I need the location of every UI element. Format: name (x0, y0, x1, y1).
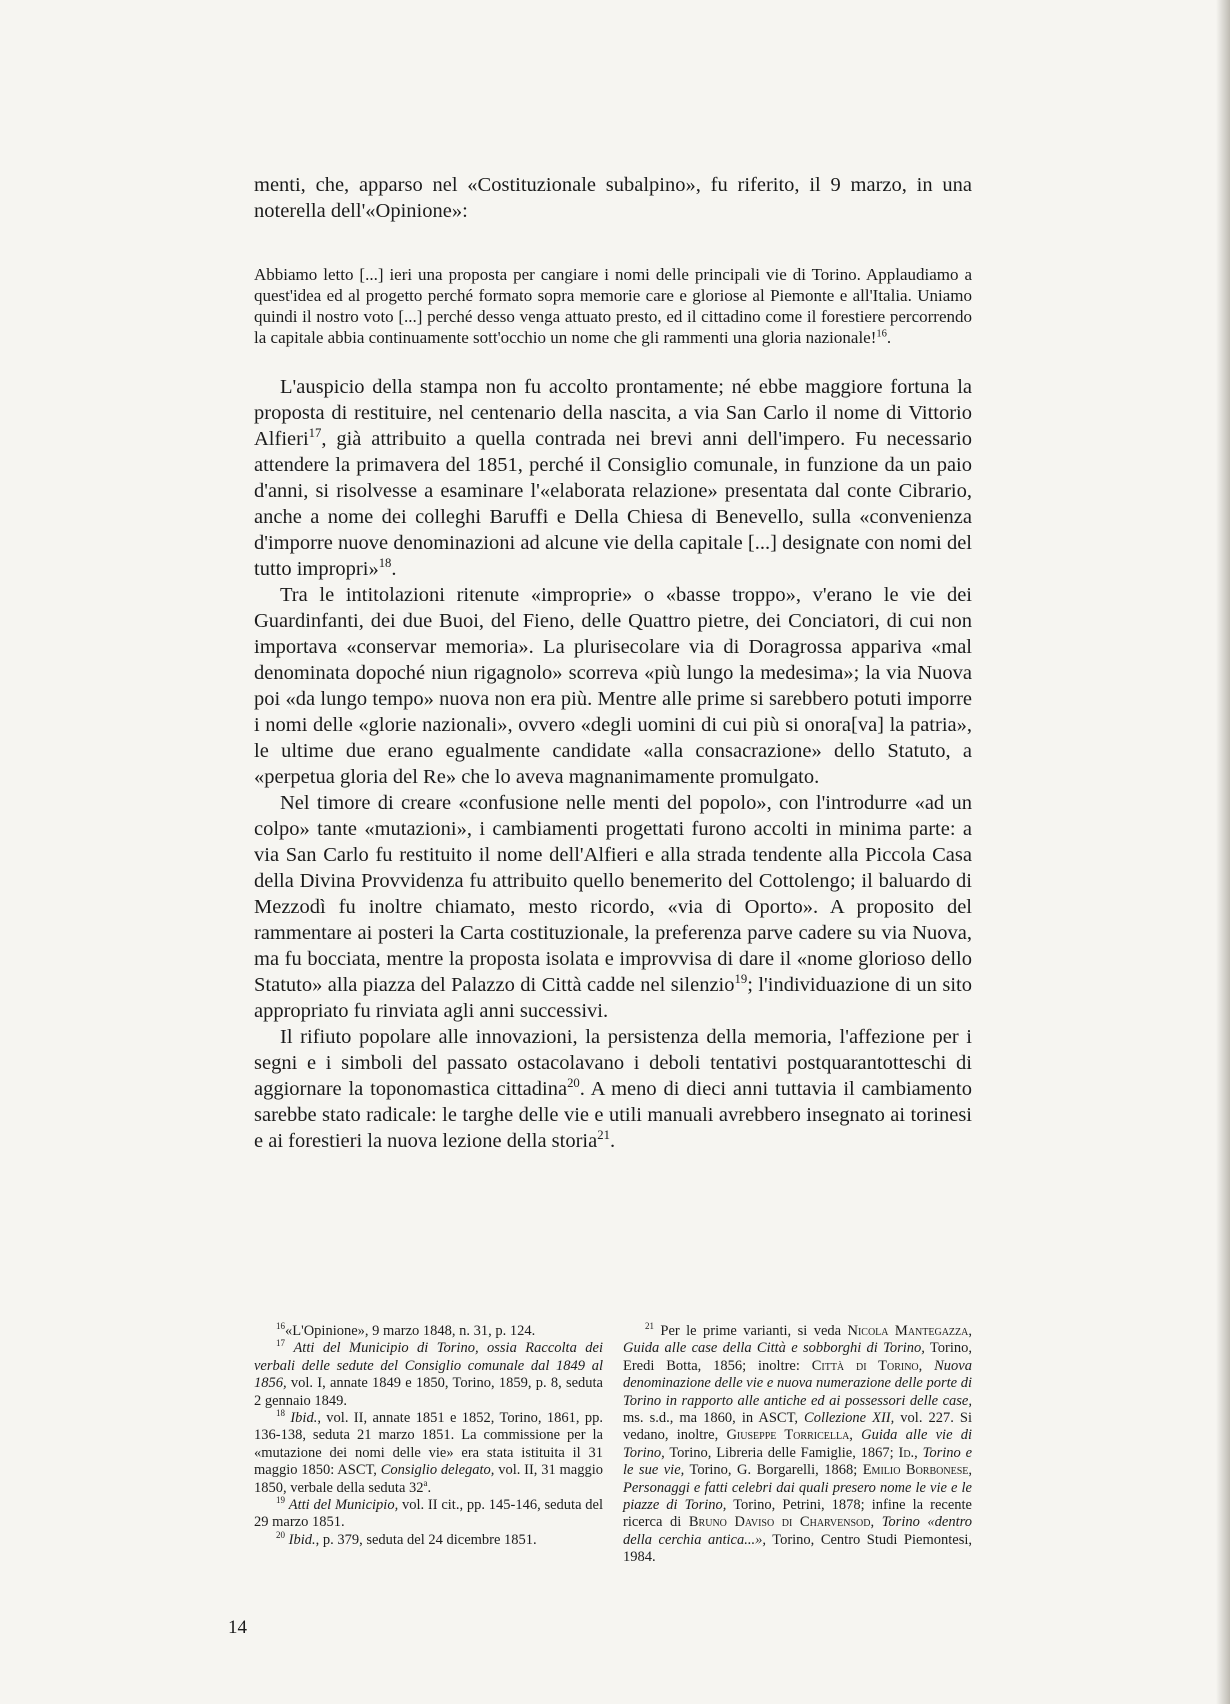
quote-end: . (886, 328, 892, 347)
footnote-author: Emilio Borbonese, (862, 1462, 972, 1479)
footnote-text: Torino, Eredi Botta, 1856; inoltre: (623, 1340, 972, 1374)
footnote-number: 16 (276, 1321, 285, 1332)
footnote-ref-19[interactable]: 19 (734, 972, 748, 987)
footnotes-right-column (623, 1323, 972, 1567)
paragraph-rifiuto (254, 1024, 972, 1154)
footnote-title: Nuova denominazione delle vie e nuova numerazione delle porte di Torino in rapporto alle antiche ed ai possessori delle case, (623, 1357, 972, 1409)
footnotes-left-column (254, 1323, 603, 1567)
paragraph-timore-b: ; l'individuazione di un sito appropriato fu rinviata agli anni successivi. (254, 974, 972, 1022)
paragraph-timore-a: Nel timore di creare «confusione nelle menti del popolo», con l'introdurre «ad un colpo» tante «mutazioni», i cambiamenti progettati furono accolti in minima parte: a via San Carlo fu restituito il nome dell'Alfieri e alla strada tendente alla Piccola Casa della Divina Provvidenza fu attribuito quello benemerito del Cottolengo; il baluardo di Mezzodì fu inoltre chiamato, mesto ricordo, «via di Oporto». A proposito del rammentare ai posteri la Carta costituzionale, la preferenza parve cadere su via Nuova, ma fu bocciata, mentre la proposta isolata e improvvisa di dare il «nome glorioso dello Statuto» alla piazza del Palazzo di Città cadde nel silenzio (254, 792, 972, 996)
footnote-ibid: Ibid. (290, 1410, 318, 1427)
footnote-ref-20[interactable]: 20 (567, 1076, 580, 1091)
footnote-ref-16[interactable]: 16 (876, 328, 887, 340)
footnote-21 (623, 1323, 972, 1567)
footnote-ibid: Ibid. (288, 1531, 316, 1548)
paragraph-auspicio-c: . (391, 558, 397, 580)
footnote-text: Torino, G. Borgarelli, 1868; (684, 1462, 863, 1479)
footnote-text: , vol. II, annate 1851 e 1852, Torino, 1861, pp. 136-138, seduta 21 marzo 1851. La commissione per la «mutazione dei nomi delle vie» era stata istituita il 31 maggio 1850: ASCT, (254, 1410, 604, 1479)
footnote-author: Id., (898, 1444, 918, 1461)
quote-text: Abbiamo letto [...] ieri una proposta per cangiare i nomi delle principali vie di Torino. Applaudiamo a quest'idea ed al progetto perché formato sopra memorie care e gloriose al Piemonte e all'Italia. Uniamo quindi il nostro voto [...] perché desso venga attuato presto, ed il cittadino come il forestiere percorrendo la capitale abbia continuamente sott'occhio un nome che gli rammenti una gloria nazionale! (254, 265, 972, 347)
page-number: 14 (228, 1617, 247, 1638)
footnote-text: . (427, 1479, 432, 1496)
footnote-text: Per le prime varianti, si veda (660, 1323, 848, 1339)
paragraph-rifiuto-a: Il rifiuto popolare alle innovazioni, la persistenza della memoria, l'affezione per i segni e i simboli del passato ostacolavano i deboli tentativi postquarantotteschi di aggiornare la toponomastica cittadina (254, 1026, 972, 1100)
paragraph-auspicio (254, 374, 972, 582)
footnote-author: Nicola Mantegazza, (847, 1323, 972, 1339)
footnote-number: 19 (276, 1495, 285, 1506)
paragraph-rifiuto-b: . A meno di dieci anni tuttavia il cambiamento sarebbe stato radicale: le targhe delle vie e utili manuali avrebbero insegnato ai torinesi e ai forestieri la nuova lezione della storia (254, 1078, 973, 1152)
paragraph-auspicio-a: L'auspicio della stampa non fu accolto prontamente; né ebbe maggiore fortuna la proposta di restituire, nel centenario della nascita, a via San Carlo il nome di Vittorio Alfieri (254, 376, 972, 450)
footnote-title: Guida alle vie di Torino, (623, 1427, 973, 1461)
footnote-number: 20 (276, 1530, 285, 1541)
footnotes (254, 1323, 972, 1567)
footnote-text: vol. I, annate 1849 e 1850, Torino, 1859, p. 8, seduta 2 gennaio 1849. (254, 1375, 603, 1409)
paragraph-timore (254, 790, 972, 1024)
footnote-author: Città di Torino, (811, 1357, 923, 1374)
footnote-title: Atti del Municipio di Torino, ossia Raccolta dei verbali delle sedute del Consiglio comunale dal 1849 al 1856, (254, 1340, 603, 1392)
footnote-16 (254, 1323, 603, 1340)
paragraph-auspicio-b: , già attribuito a quella contrada nei brevi anni dell'impero. Fu necessario attendere la primavera del 1851, perché il Consiglio comunale, in funzione da un paio d'anni, si risolvesse a esaminare l'«elaborata relazione» presentata dal conte Cibrario, anche a nome dei colleghi Baruffi e Della Chiesa di Benevello, sulla «convenienza d'imporre nuove denominazioni ad alcune vie della capitale [...] designate con nomi del tutto impropri» (254, 428, 972, 580)
footnote-superscript: a (423, 1477, 428, 1488)
footnote-text: vol. 227. Si vedano, inoltre, (623, 1410, 973, 1444)
paragraph-rifiuto-c: . (609, 1130, 616, 1152)
footnote-ref-21[interactable]: 21 (597, 1128, 610, 1143)
footnote-title: Guida alle case della Città e sobborghi di Torino, (623, 1340, 925, 1357)
footnote-text: Torino, Petrini, 1878; infine la recente ricerca di (623, 1497, 972, 1531)
footnote-author: Giuseppe Torricella, (726, 1427, 853, 1444)
footnote-title: Torino «dentro della cerchia antica...», (623, 1514, 972, 1548)
footnote-number: 18 (276, 1408, 285, 1419)
footnote-text: ms. s.d., ma 1860, in ASCT, (623, 1410, 805, 1427)
footnote-20 (254, 1532, 603, 1549)
footnote-19 (254, 1497, 603, 1532)
footnote-ref-18[interactable]: 18 (378, 556, 392, 571)
footnote-text: vol. II, 31 maggio 1850, verbale della seduta 32 (254, 1462, 603, 1496)
footnote-title: Torino e le sue vie, (623, 1444, 973, 1479)
footnote-number: 21 (645, 1321, 654, 1332)
footnote-text: Torino, Centro Studi Piemontesi, 1984. (623, 1531, 972, 1566)
footnote-ref-17[interactable]: 17 (308, 426, 322, 441)
footnote-text: vol. II cit., pp. 145-146, seduta del 29 marzo 1851. (254, 1497, 604, 1531)
footnote-title: Atti del Municipio, (288, 1497, 399, 1514)
footnote-text: «L'Opinione», 9 marzo 1848, n. 31, p. 124. (284, 1323, 536, 1339)
main-text (254, 172, 972, 1154)
footnote-title: Consiglio delegato, (380, 1462, 495, 1479)
paragraph-intitolazioni: Tra le intitolazioni ritenute «improprie» o «basse troppo», v'erano le vie dei Guardinfanti, dei due Buoi, del Fieno, delle Quattro pietre, dei Conciatori, di cui non importava «conservar memoria». La plurisecolare via di Doragrossa appariva «mal denominata dopoché niun rigagnolo» scorreva «più lungo la medesima»; la via Nuova poi «da lungo tempo» nuova non era più. Mentre alle prime si sarebbero potuti imporre i nomi delle «glorie nazionali», ovvero «degli uomini di cui più si onora[va] la patria», le ultime due erano egualmente candidate «alla consacrazione» dello Statuto, a «perpetua gloria del Re» che lo aveva magnanimamente promulgato. (254, 584, 972, 788)
paragraph-intro: menti, che, apparso nel «Costituzionale subalpino», fu riferito, il 9 marzo, in una noterella dell'«Opinione»: (254, 174, 972, 222)
page-edge-shadow (1216, 0, 1230, 1704)
footnote-text: , p. 379, seduta del 24 dicembre 1851. (315, 1531, 537, 1548)
footnote-title: Personaggi e fatti celebri dai quali presero nome le vie e le piazze di Torino, (623, 1479, 972, 1514)
footnote-18 (254, 1410, 603, 1497)
footnote-number: 17 (276, 1338, 285, 1349)
footnote-text: Torino, Libreria delle Famiglie, 1867; (664, 1444, 899, 1461)
footnote-title: Collezione XII, (804, 1410, 895, 1427)
block-quote (254, 264, 972, 348)
footnote-author: Bruno Daviso di Charvensod, (688, 1514, 875, 1531)
footnote-17 (254, 1340, 603, 1410)
